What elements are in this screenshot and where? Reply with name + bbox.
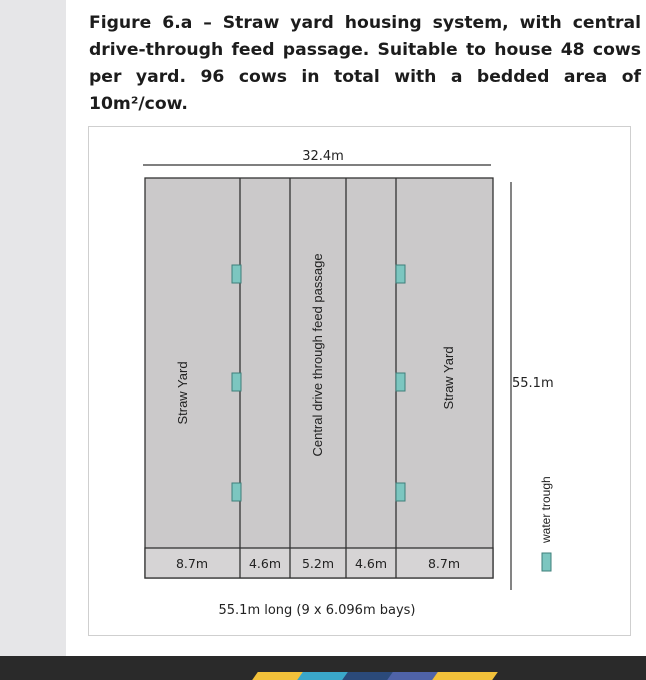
- water-trough: [232, 265, 241, 283]
- section-width-label: 8.7m: [175, 556, 209, 571]
- legend-water-trough-swatch: [542, 553, 551, 571]
- figure-caption: Figure 6.a – Straw yard housing system, with central drive-through feed passage. Suitable to house 48 cows per yard. 96 cows in total with a bedded area of 10m²/cow.: [89, 13, 641, 114]
- bottom-length-label: 55.1m long (9 x 6.096m bays): [218, 603, 416, 618]
- section-width-label: 8.7m: [427, 556, 461, 571]
- footer-bar: [0, 656, 646, 680]
- section-width-label: 4.6m: [354, 556, 388, 571]
- water-trough: [232, 483, 241, 501]
- right-length-label: 55.1m: [512, 376, 554, 391]
- footer-stripe: [432, 672, 498, 680]
- legend-label: water trough: [539, 476, 553, 543]
- water-trough: [232, 373, 241, 391]
- top-width-label: 32.4m: [302, 149, 344, 164]
- water-trough: [396, 265, 405, 283]
- water-trough: [396, 373, 405, 391]
- right-straw-yard-label: Straw Yard: [441, 346, 456, 410]
- figure-frame: [88, 126, 631, 636]
- section-width-label: 5.2m: [301, 556, 335, 571]
- straw-yard-diagram: [89, 127, 630, 635]
- left-straw-yard-label: Straw Yard: [175, 361, 190, 425]
- water-trough: [396, 483, 405, 501]
- document-page: [66, 0, 646, 656]
- section-width-label: 4.6m: [248, 556, 282, 571]
- central-passage-label: Central drive through feed passage: [310, 253, 325, 457]
